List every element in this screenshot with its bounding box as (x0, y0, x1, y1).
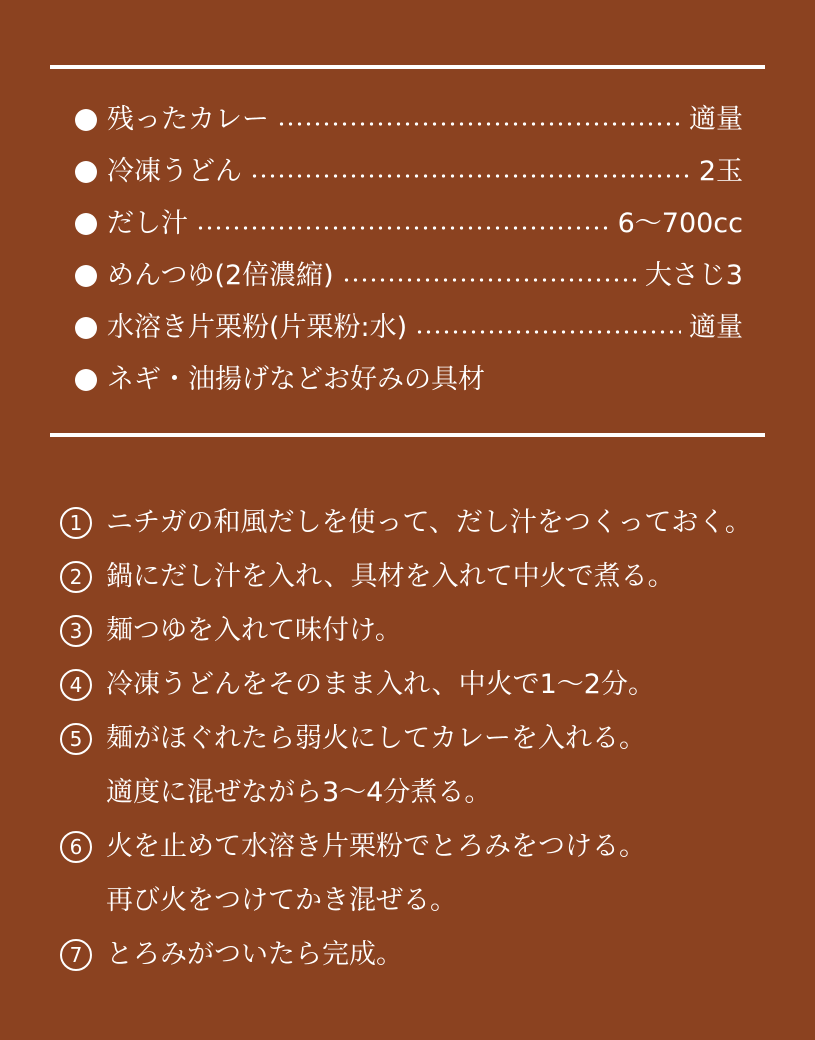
step-item (60, 712, 772, 820)
ingredient-amount: 適量 (689, 104, 743, 135)
ingredient-amount: 適量 (689, 312, 743, 343)
ingredient-name: めんつゆ(2倍濃縮) (107, 260, 334, 291)
top-divider (50, 65, 765, 69)
ingredient-item (75, 198, 743, 250)
dot-leader (277, 122, 681, 126)
step-text-continuation: 再び火をつけてかき混ぜる。 (106, 885, 457, 916)
ingredient-item (75, 302, 743, 354)
dot-leader (250, 174, 691, 178)
step-item (60, 604, 772, 658)
ingredient-amount: 大さじ3 (644, 260, 743, 291)
step-item (60, 928, 772, 982)
step-number-badge: 5 (60, 723, 92, 755)
step-item (60, 820, 772, 928)
ingredient-name: ネギ・油揚げなどお好みの具材 (107, 364, 485, 395)
step-number-badge: 3 (60, 615, 92, 647)
step-text: 鍋にだし汁を入れ、具材を入れて中火で煮る。 (106, 561, 675, 592)
ingredient-name: 残ったカレー (107, 104, 269, 135)
step-number-badge: 2 (60, 561, 92, 593)
bullet-icon (75, 213, 97, 235)
ingredient-amount: 2玉 (698, 156, 743, 187)
ingredient-item (75, 94, 743, 146)
step-number-badge: 7 (60, 939, 92, 971)
step-text: ニチガの和風だしを使って、だし汁をつくっておく。 (106, 507, 752, 538)
step-item (60, 550, 772, 604)
bullet-icon (75, 317, 97, 339)
bullet-icon (75, 369, 97, 391)
dot-leader (415, 330, 681, 334)
ingredient-name: だし汁 (107, 208, 188, 239)
bottom-divider (50, 433, 765, 437)
step-text: 火を止めて水溶き片栗粉でとろみをつける。 (106, 831, 646, 862)
ingredient-name: 冷凍うどん (107, 156, 242, 187)
dot-leader (196, 226, 610, 230)
ingredient-item (75, 354, 743, 406)
ingredient-amount: 6～700cc (617, 208, 743, 239)
ingredient-item (75, 250, 743, 302)
step-number-badge: 4 (60, 669, 92, 701)
step-item (60, 658, 772, 712)
step-text: 冷凍うどんをそのまま入れ、中火で1～2分。 (106, 669, 655, 700)
step-number-badge: 1 (60, 507, 92, 539)
step-text: とろみがついたら完成。 (106, 939, 403, 970)
bullet-icon (75, 109, 97, 131)
step-list (60, 496, 772, 982)
step-number-badge: 6 (60, 831, 92, 863)
ingredient-item (75, 146, 743, 198)
ingredient-name: 水溶き片栗粉(片栗粉:水) (107, 312, 408, 343)
step-text: 麺つゆを入れて味付け。 (106, 615, 402, 646)
step-text-continuation: 適度に混ぜながら3～4分煮る。 (106, 777, 492, 808)
step-item (60, 496, 772, 550)
step-text: 麺がほぐれたら弱火にしてカレーを入れる。 (106, 723, 646, 754)
ingredient-list (75, 94, 743, 406)
bullet-icon (75, 265, 97, 287)
dot-leader (342, 278, 637, 282)
bullet-icon (75, 161, 97, 183)
